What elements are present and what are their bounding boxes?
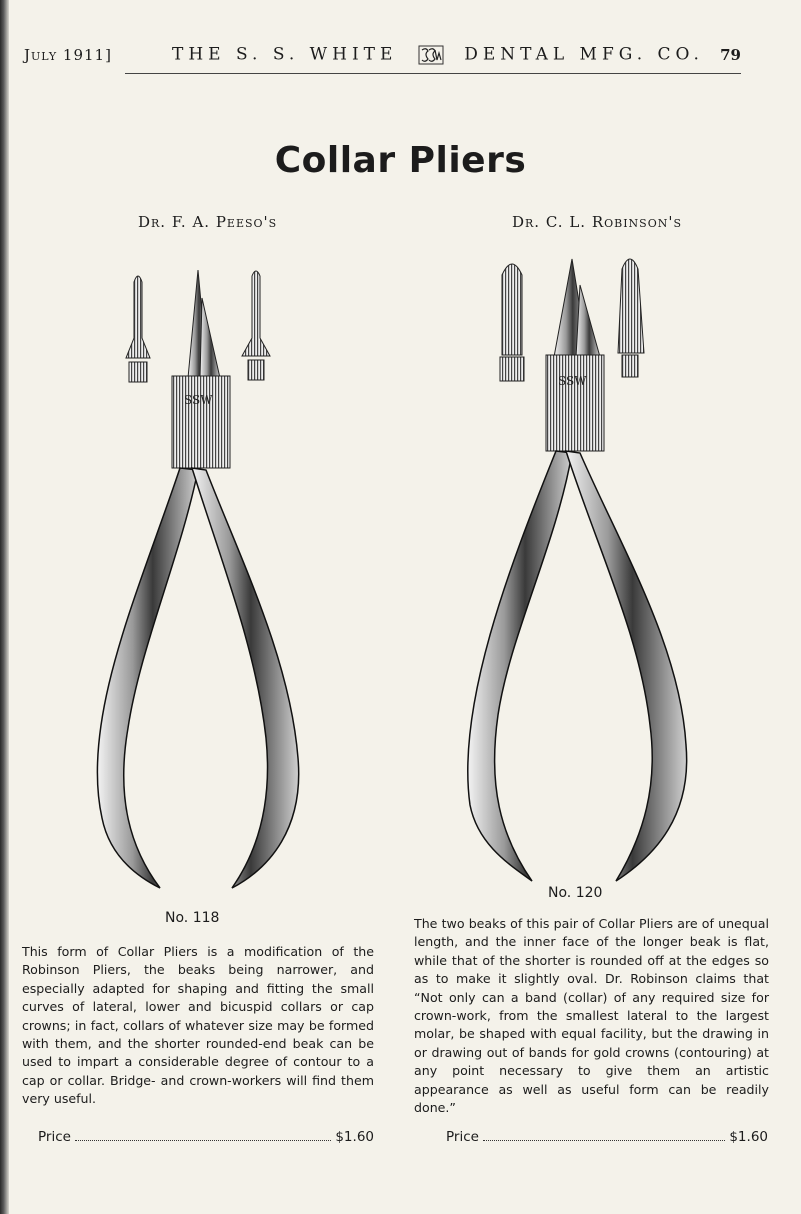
scan-binding-edge	[0, 0, 9, 1214]
beak-detail-right	[618, 259, 644, 377]
header-rule	[125, 73, 741, 74]
product-number-118: No. 118	[165, 910, 220, 926]
price-leader-dots	[483, 1140, 725, 1141]
ssw-monogram-icon	[418, 44, 444, 66]
price-line-118	[38, 1129, 374, 1145]
robinson-pliers-illustration	[460, 245, 700, 890]
price-label: Price	[446, 1129, 479, 1145]
page-header	[24, 44, 741, 72]
product-description-120: The two beaks of this pair of Collar Pliers are of unequal length, and the inner face of the longer beak is flat, while that of the shorter is rounded off at the edges so as to make it slightly oval. Dr. Robinson claims that “Not only can a band (collar) of any required size for crown-work, from the smallest lateral to the largest molar, be shaped with equal facility, but the drawing in or drawing out of bands for gold crowns (contouring) at any point necessary to give them an artistic appearance as well as useful form can be readily done.”	[414, 916, 769, 1116]
product-number-120: No. 120	[548, 885, 603, 901]
header-company-right: DENTAL MFG. CO.	[464, 44, 704, 65]
price-value: $1.60	[335, 1129, 374, 1145]
page-number: 79	[720, 46, 741, 64]
price-leader-dots	[75, 1140, 331, 1141]
beak-detail-left	[500, 264, 524, 381]
price-value: $1.60	[729, 1129, 768, 1145]
page-title: Collar Pliers	[274, 140, 527, 181]
header-date: July 1911]	[24, 46, 112, 64]
product-heading-peeso: Dr. F. A. Peeso's	[138, 213, 278, 231]
price-label: Price	[38, 1129, 71, 1145]
beak-detail-right	[242, 271, 270, 380]
header-company-left: THE S. S. WHITE	[172, 44, 398, 65]
product-heading-robinson: Dr. C. L. Robinson's	[512, 213, 683, 231]
svg-text:SSW: SSW	[184, 393, 213, 407]
beak-detail-left	[126, 276, 150, 382]
header-company	[172, 44, 704, 66]
price-line-120	[446, 1129, 768, 1145]
svg-text:SSW: SSW	[558, 374, 587, 388]
peeso-pliers-illustration	[80, 258, 320, 898]
product-description-118: This form of Collar Pliers is a modification of the Robinson Pliers, the beaks being narrower, and especially adapted for shaping and fitting the small curves of lateral, lower and bicuspid collars or cap crowns; in fact, collars of whatever size may be formed with them, and the shorter rounded-end beak can be used to impart a considerable degree of contour to a cap or collar. Bridge- and crown-workers will find them very useful.	[22, 944, 374, 1107]
